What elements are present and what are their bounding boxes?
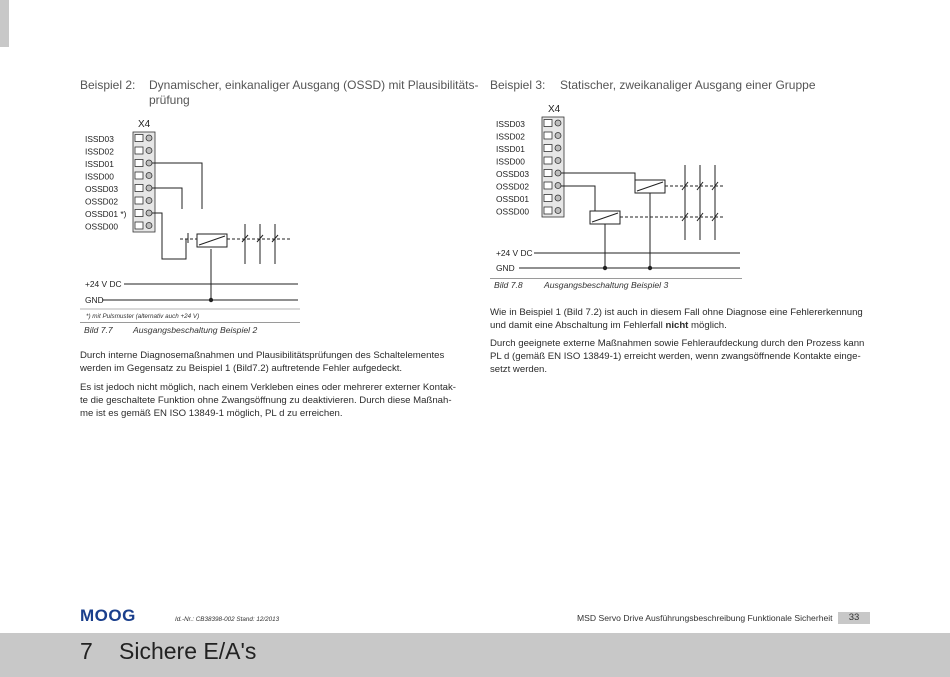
pin-label: ISSD00 [85, 171, 114, 182]
pin-label: OSSD03 [496, 169, 530, 179]
example-2-label: Beispiel 2: [80, 78, 136, 92]
pin-label: OSSD02 [496, 181, 530, 192]
terminal-block [542, 117, 564, 217]
example-2-title-line1: Dynamischer, einkanaliger Ausgang (OSSD) mit Plausibilitäts- [149, 78, 479, 92]
pin-label: ISSD03 [496, 119, 525, 129]
left-paragraph-1: Durch interne Diagnosemaßnahmen und Plausibilitätsprüfungen des Schaltelementes werden im Gegensatz zu Beispiel 1 (Bild7.2) auftretende Fehler aufgedeckt. [80, 350, 445, 374]
caption-divider [80, 322, 300, 323]
pin-label: OSSD03 [85, 184, 119, 194]
figure-footnote: *) mit Pulsmuster (alternativ auch +24 V) [86, 313, 200, 320]
caption-divider [490, 278, 742, 279]
page-number: 33 [838, 612, 870, 624]
moog-logo [80, 606, 160, 624]
figure-caption: Ausgangsbeschaltung Beispiel 3 [544, 280, 669, 290]
example-3-title: Statischer, zweikanaliger Ausgang einer Gruppe [560, 78, 816, 92]
left-paragraph-2: Es ist jedoch nicht möglich, nach einem Verkleben eines oder mehrerer externer Kontak- te die geschaltete Funktion ohne Zwangsöffnung zu deaktivieren. Durch diese Maßnah- me ist es gemäß EN ISO 13849-1 möglich, PL d zu erreichen. [80, 382, 456, 419]
figure-number: Bild 7.8 [494, 280, 523, 290]
connector-label: X4 [548, 104, 561, 115]
corner-marker [0, 0, 9, 47]
pin-label: ISSD03 [85, 134, 114, 144]
figure-number: Bild 7.7 [84, 325, 113, 335]
right-paragraph-2: Durch geeignete externe Maßnahmen sowie Fehleraufdeckung durch den Prozess kann PL d (gemäß EN ISO 13849-1) erreicht werden, wenn zwangsöffnende Kontakte einge- setzt werden. [490, 338, 865, 375]
right-paragraph-1: Wie in Beispiel 1 (Bild 7.2) ist auch in diesem Fall ohne Diagnose eine Fehlererkennung und damit eine Abschaltung im Fehlerfall nicht möglich. [490, 307, 863, 331]
circuit-diagram-example-2 [80, 114, 305, 324]
chapter-title: Sichere E/A's [119, 638, 257, 664]
example-2-title-line2: prüfung [149, 93, 190, 107]
pin-label: OSSD01 *) [85, 209, 127, 219]
pin-label: ISSD01 [496, 144, 525, 154]
pin-label: OSSD01 [496, 194, 530, 204]
chapter-number: 7 [80, 638, 93, 664]
example-3-label: Beispiel 3: [490, 78, 546, 92]
pin-label: ISSD02 [85, 146, 114, 157]
document-id: Id.-Nr.: CB38398-002 Stand: 12/2013 [175, 616, 280, 623]
document-title: MSD Servo Drive Ausführungsbeschreibung Funktionale Sicherheit [577, 613, 833, 623]
logo-text: MOOG [80, 606, 136, 624]
circuit-diagram-example-3 [490, 100, 745, 285]
ground-label: GND [85, 295, 104, 305]
terminal-block [133, 132, 155, 232]
supply-label: +24 V DC [496, 248, 533, 258]
ground-label: GND [496, 263, 515, 273]
supply-label: +24 V DC [85, 279, 122, 289]
pin-label: ISSD00 [496, 156, 525, 167]
pin-label: OSSD00 [85, 221, 119, 232]
pin-label: ISSD02 [496, 131, 525, 142]
figure-caption: Ausgangsbeschaltung Beispiel 2 [133, 325, 258, 335]
connector-label: X4 [138, 119, 151, 130]
pin-label: ISSD01 [85, 159, 114, 169]
pin-label: OSSD00 [496, 206, 530, 217]
pin-label: OSSD02 [85, 196, 119, 207]
